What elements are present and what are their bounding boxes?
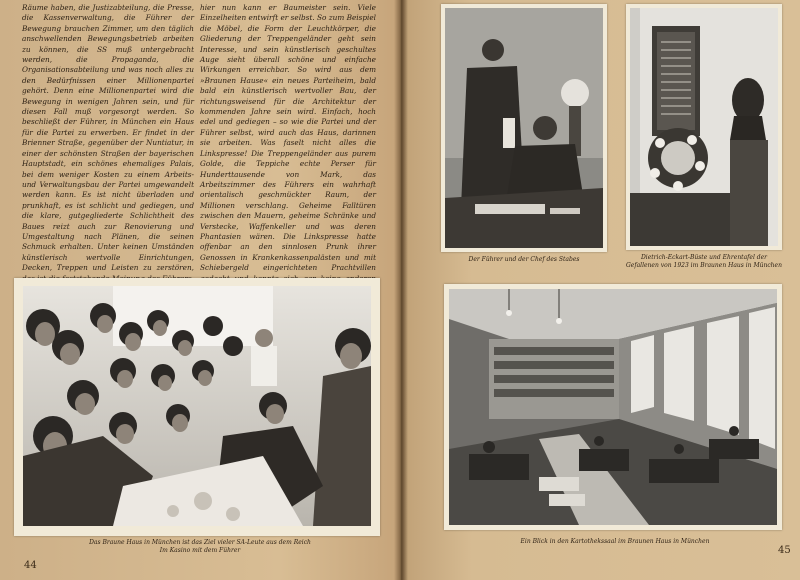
desk-photo bbox=[445, 8, 603, 248]
desk-photo-mount bbox=[441, 4, 607, 252]
body-text: Räume haben, die Justizabteilung, die Presse, die Kassenverwaltung, die Führer der Bewegung brauchen Zimmer, um den täglich anschwellenden Bewegungsbetrieb arbeiten zu können, die SS muß untergebracht werden, die Propaganda, die Organisationsabteilung und was noch alles zu den Bedürfnissen einer Millionenpartei gehört. Denn eine Millionenpartei wird die Bewegung in wenigen Jahren sein, und für diesen Fall muß vorgesorgt werden. So beschließt der Führer, in München ein Haus für die Partei zu erwerben. Er findet in der Brienner Straße, gegenüber der Nuntiatur, in einer der schönsten Straßen der bayerischen Hauptstadt, ein schönes ehemaliges Palais, bei dem weniger Kosten zu einem Arbeits- und Verwaltungsbau der Partei umgewandelt werden kann. Es ist nicht überladen und prunkhaft, es ist schlicht und gediegen, und die klare, gutgegliederte Schlichtheit des Baues reizt auch zur Renovierung und Umgestaltung nach Plänen, die seinen Schmuck erhalten. Unter keinen Umständen künstlerisch wertvolle Einrichtungen, Decken, Treppen und Leisten zu zerstören, bbox=[22, 3, 194, 273]
body-text: hier nun kann er Baumeister sein. Viele Einzelheiten entwirft er selbst. So zum Beispiel die Möbel, die Form der Leuchtkörper, die Gliederung der Treppengeländer geht sein Interesse, und sein künstlerisch geschultes Auge sieht überall schöne und einfache Wirkungen erreichbar. So wird aus dem »Braunen Hause« ein neues Parteiheim, bald bald ein künstlerisch wertvoller Bau, der richtungsweisend für die Architektur der kommenden Jahre sein wird. Einfach, hoch edel und gediegen – so wie die Partei und der Führer selbst, wird auch das Haus, darinnen sie arbeiten. Was faselt nicht alles die Linkspresse! Die Treppengeländer aus purem Golde, die Teppiche echte Perser für Hunderttausende von Mark, das Arbeitszimmer des Führers ein wahrhaft orientalisch geschmückter Raum, der Millionen verschlang. Geheime Falltüren zwischen den Mauern, geheime Schränke und Verstecke, Waffenkeller und was deren Phantasien wären. Die Linkspresse hatte offenbar an den sinnlosen Prunk ihrer Genossen in Krankenkassenpalästen und mit Schiebergeld eingerichteten Prachtvillen bbox=[200, 3, 376, 273]
crowd-photo-caption bbox=[80, 539, 320, 554]
crowd-photo-mount bbox=[14, 278, 380, 536]
caption-line: Im Kasino mit dem Führer bbox=[159, 546, 241, 554]
hall-photo bbox=[449, 289, 777, 525]
page-number-left: 44 bbox=[24, 560, 37, 571]
page-number-right: 45 bbox=[778, 545, 791, 556]
hall-photo-mount bbox=[444, 284, 782, 530]
hall-photo-caption: Ein Blick in den Kartothekssaal im Braunen Haus in München bbox=[520, 538, 710, 545]
caption-line: Das Braune Haus in München ist das Ziel vieler SA-Leute aus dem Reich bbox=[89, 539, 311, 546]
desk-photo-caption: Der Führer und der Chef des Stabes bbox=[468, 256, 580, 263]
bust-photo-mount bbox=[626, 4, 782, 250]
bust-photo-caption: Dietrich-Eckart-Büste und Ehrentafel der Gefallenen von 1923 im Braunen Haus in München bbox=[626, 254, 782, 269]
right-page bbox=[400, 0, 800, 580]
crowd-photo bbox=[23, 286, 371, 526]
book-gutter bbox=[394, 0, 408, 580]
bust-photo bbox=[630, 8, 778, 246]
